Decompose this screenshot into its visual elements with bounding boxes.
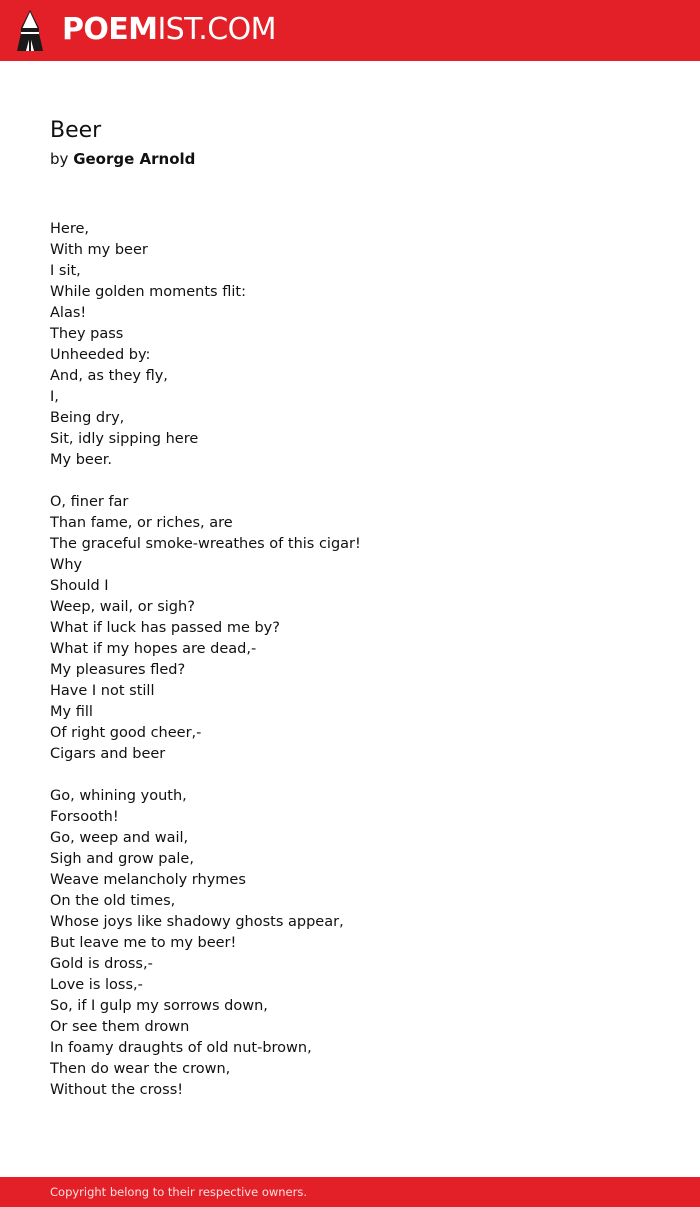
- site-header: [0, 0, 700, 61]
- site-logo[interactable]: [62, 12, 276, 48]
- poem-line: Whose joys like shadowy ghosts appear,: [50, 914, 344, 930]
- poem-line: They pass: [50, 326, 124, 342]
- poem-line: I,: [50, 389, 59, 405]
- poem-line: Alas!: [50, 305, 87, 321]
- poem-line: Or see them drown: [50, 1019, 190, 1035]
- poem-line: The graceful smoke-wreathes of this cigar!: [50, 536, 361, 552]
- poem-line: Forsooth!: [50, 809, 119, 825]
- poem-line: Should I: [50, 578, 109, 594]
- poem-line: Weep, wail, or sigh?: [50, 599, 195, 615]
- poem-line: Why: [50, 557, 83, 573]
- author-name: George Arnold: [73, 150, 196, 168]
- poem-line: In foamy draughts of old nut-brown,: [50, 1040, 312, 1056]
- poem-line: Have I not still: [50, 683, 155, 699]
- poem-line: Of right good cheer,-: [50, 725, 202, 741]
- poem-line: What if my hopes are dead,-: [50, 641, 257, 657]
- byline-prefix: by: [50, 150, 69, 168]
- poem-line: With my beer: [50, 242, 148, 258]
- poem-line: My fill: [50, 704, 93, 720]
- poem-line: Love is loss,-: [50, 977, 143, 993]
- site-footer: [0, 1177, 700, 1207]
- poem-line: Cigars and beer: [50, 746, 166, 762]
- poem-body: [50, 219, 650, 1101]
- poem-line: Sigh and grow pale,: [50, 851, 194, 867]
- poem-line: While golden moments flit:: [50, 284, 246, 300]
- poem-line: So, if I gulp my sorrows down,: [50, 998, 268, 1014]
- poem-line: On the old times,: [50, 893, 176, 909]
- poem-line: Unheeded by:: [50, 347, 151, 363]
- poem-line: Here,: [50, 221, 89, 237]
- stanza-break: [50, 471, 650, 492]
- poem-line: What if luck has passed me by?: [50, 620, 280, 636]
- stanza-break: [50, 765, 650, 786]
- poem-line: O, finer far: [50, 494, 129, 510]
- poem-line: But leave me to my beer!: [50, 935, 237, 951]
- poem-line: Gold is dross,-: [50, 956, 153, 972]
- poem-line: Being dry,: [50, 410, 125, 426]
- poem-line: Than fame, or riches, are: [50, 515, 233, 531]
- logo-bold-text: POEM: [62, 12, 158, 47]
- poem-line: My beer.: [50, 452, 112, 468]
- poem-line: I sit,: [50, 263, 81, 279]
- poem-line: Sit, idly sipping here: [50, 431, 199, 447]
- poem-line: Without the cross!: [50, 1082, 184, 1098]
- poem-line: And, as they fly,: [50, 368, 168, 384]
- pen-nib-icon[interactable]: [17, 10, 43, 51]
- logo-light-text: IST.COM: [157, 12, 276, 47]
- poem-line: My pleasures fled?: [50, 662, 186, 678]
- poem-title: Beer: [50, 118, 102, 143]
- poem-line: Weave melancholy rhymes: [50, 872, 246, 888]
- poem-line: Go, whining youth,: [50, 788, 187, 804]
- poem-line: Go, weep and wail,: [50, 830, 189, 846]
- byline: [50, 149, 195, 169]
- poem-line: Then do wear the crown,: [50, 1061, 231, 1077]
- copyright-text: Copyright belong to their respective owners.: [50, 1185, 308, 1199]
